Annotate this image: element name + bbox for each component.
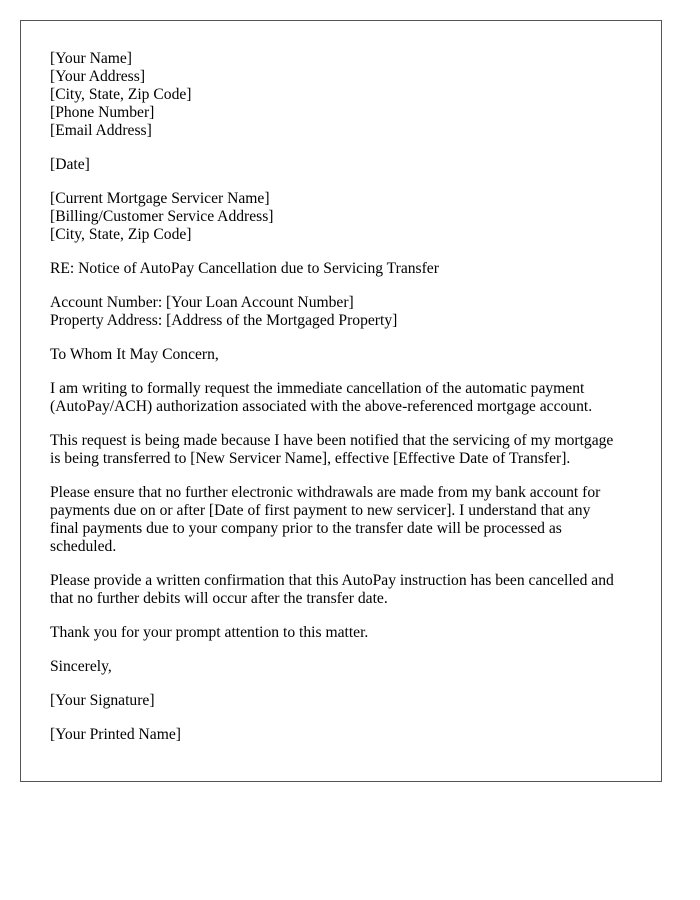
paragraph-1: [50, 380, 641, 416]
paragraph-line: that no further debits will occur after the transfer date.: [50, 590, 388, 607]
paragraph-line: This request is being made because I have been notified that the servicing of my mortgage: [50, 432, 614, 449]
closing: Sincerely,: [50, 658, 112, 675]
paragraph-3: [50, 484, 641, 556]
paragraph-line: Thank you for your prompt attention to this matter.: [50, 624, 369, 641]
paragraph-line: final payments due to your company prior to the transfer date will be processed as: [50, 520, 562, 537]
sender-address: [Your Address]: [50, 68, 146, 85]
letter-page: [20, 20, 662, 782]
recipient-name: [Current Mortgage Servicer Name]: [50, 190, 270, 207]
paragraph-line: scheduled.: [50, 538, 117, 555]
account-block: [50, 294, 641, 330]
sender-city: [City, State, Zip Code]: [50, 86, 192, 103]
recipient-block: [50, 190, 641, 244]
paragraph-line: I am writing to formally request the immediate cancellation of the automatic payment: [50, 380, 585, 397]
recipient-address: [Billing/Customer Service Address]: [50, 208, 274, 225]
sender-block: [50, 50, 641, 140]
sender-phone: [Phone Number]: [50, 104, 155, 121]
paragraph-5: [50, 624, 641, 642]
paragraph-4: [50, 572, 641, 608]
signature: [Your Signature]: [50, 692, 155, 709]
subject-line: RE: Notice of AutoPay Cancellation due to Servicing Transfer: [50, 260, 439, 277]
paragraph-line: (AutoPay/ACH) authorization associated with the above-referenced mortgage account.: [50, 398, 593, 415]
printed-name: [Your Printed Name]: [50, 726, 181, 743]
property-address: Property Address: [Address of the Mortgaged Property]: [50, 312, 398, 329]
paragraph-2: [50, 432, 641, 468]
paragraph-line: payments due on or after [Date of first payment to new servicer]. I understand that any: [50, 502, 591, 519]
date: [Date]: [50, 156, 90, 173]
recipient-city: [City, State, Zip Code]: [50, 226, 192, 243]
sender-email: [Email Address]: [50, 122, 152, 139]
paragraph-line: Please provide a written confirmation that this AutoPay instruction has been cancelled and: [50, 572, 614, 589]
sender-name: [Your Name]: [50, 50, 133, 67]
account-number: Account Number: [Your Loan Account Number]: [50, 294, 354, 311]
paragraph-line: Please ensure that no further electronic withdrawals are made from my bank account for: [50, 484, 601, 501]
paragraph-line: is being transferred to [New Servicer Name], effective [Effective Date of Transfer].: [50, 450, 571, 467]
salutation: To Whom It May Concern,: [50, 346, 219, 363]
letter-content: [50, 50, 641, 760]
